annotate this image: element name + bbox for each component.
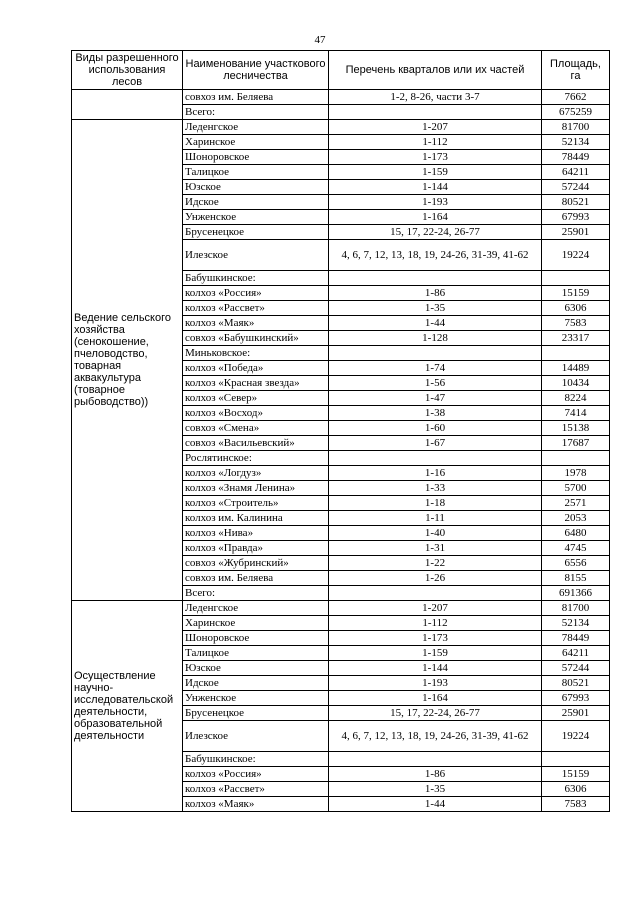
forestry-name-cell: колхоз им. Калинина xyxy=(183,511,329,526)
forestry-name-cell: Юзское xyxy=(183,661,329,676)
area-cell: 81700 xyxy=(542,120,610,135)
use-type-cell xyxy=(72,90,183,120)
area-cell xyxy=(542,271,610,286)
area-cell: 5700 xyxy=(542,481,610,496)
area-cell: 25901 xyxy=(542,225,610,240)
use-type-cell: Осуществление научно-исследовательской деятельности, образовательной деятельности xyxy=(72,601,183,812)
quarters-cell: 1-26 xyxy=(329,571,542,586)
quarters-cell: 1-159 xyxy=(329,646,542,661)
area-cell: 2571 xyxy=(542,496,610,511)
quarters-cell: 1-67 xyxy=(329,436,542,451)
area-cell: 15138 xyxy=(542,421,610,436)
forestry-name-cell: Харинское xyxy=(183,616,329,631)
area-cell: 10434 xyxy=(542,376,610,391)
header-area: Площадь, га xyxy=(542,51,610,90)
forestry-name-cell: Бабушкинское: xyxy=(183,752,329,767)
quarters-cell xyxy=(329,346,542,361)
forestry-name-cell: колхоз «Логдуз» xyxy=(183,466,329,481)
area-cell: 52134 xyxy=(542,616,610,631)
area-cell: 80521 xyxy=(542,195,610,210)
area-cell: 15159 xyxy=(542,286,610,301)
quarters-cell: 1-35 xyxy=(329,782,542,797)
area-cell xyxy=(542,451,610,466)
area-cell: 675259 xyxy=(542,105,610,120)
header-quarters: Перечень кварталов или их частей xyxy=(329,51,542,90)
area-cell: 78449 xyxy=(542,150,610,165)
area-cell: 4745 xyxy=(542,541,610,556)
forestry-name-cell: Идское xyxy=(183,195,329,210)
area-cell: 80521 xyxy=(542,676,610,691)
forestry-name-cell: совхоз им. Беляева xyxy=(183,90,329,105)
quarters-cell: 1-173 xyxy=(329,150,542,165)
table-row xyxy=(72,601,610,616)
forestry-name-cell: совхоз «Бабушкинский» xyxy=(183,331,329,346)
area-cell xyxy=(542,752,610,767)
forestry-name-cell: колхоз «Маяк» xyxy=(183,797,329,812)
header-forestry-name: Наименование участкового лесничества xyxy=(183,51,329,90)
header-row xyxy=(72,51,610,90)
quarters-cell: 1-144 xyxy=(329,180,542,195)
quarters-cell: 1-31 xyxy=(329,541,542,556)
forestry-name-cell: Брусенецкое xyxy=(183,706,329,721)
quarters-cell xyxy=(329,752,542,767)
forestry-name-cell: Юзское xyxy=(183,180,329,195)
quarters-cell: 4, 6, 7, 12, 13, 18, 19, 24-26, 31-39, 41-62 xyxy=(329,240,542,271)
area-cell: 691366 xyxy=(542,586,610,601)
area-cell: 6306 xyxy=(542,301,610,316)
forestry-name-cell: Илезское xyxy=(183,240,329,271)
forestry-name-cell: колхоз «Россия» xyxy=(183,286,329,301)
quarters-cell: 15, 17, 22-24, 26-77 xyxy=(329,225,542,240)
forestry-name-cell: Унженское xyxy=(183,691,329,706)
area-cell: 7583 xyxy=(542,316,610,331)
forestry-name-cell: колхоз «Север» xyxy=(183,391,329,406)
area-cell: 19224 xyxy=(542,721,610,752)
quarters-cell: 1-44 xyxy=(329,316,542,331)
quarters-cell: 1-33 xyxy=(329,481,542,496)
forestry-name-cell: Унженское xyxy=(183,210,329,225)
quarters-cell: 1-207 xyxy=(329,120,542,135)
use-type-cell: Ведение сельского хозяйства (сенокошение, пчеловодство, товарная аквакультура (товарное рыбоводство)) xyxy=(72,120,183,601)
forestry-name-cell: Брусенецкое xyxy=(183,225,329,240)
quarters-cell: 1-35 xyxy=(329,301,542,316)
area-cell: 7414 xyxy=(542,406,610,421)
forestry-name-cell: Бабушкинское: xyxy=(183,271,329,286)
forestry-name-cell: совхоз «Жубринский» xyxy=(183,556,329,571)
area-cell: 64211 xyxy=(542,646,610,661)
quarters-cell: 1-86 xyxy=(329,767,542,782)
quarters-cell: 1-22 xyxy=(329,556,542,571)
forestry-name-cell: Талицкое xyxy=(183,165,329,180)
forestry-name-cell: колхоз «Знамя Ленина» xyxy=(183,481,329,496)
quarters-cell: 1-193 xyxy=(329,676,542,691)
area-cell: 6480 xyxy=(542,526,610,541)
quarters-cell: 1-164 xyxy=(329,691,542,706)
area-cell: 52134 xyxy=(542,135,610,150)
quarters-cell: 1-40 xyxy=(329,526,542,541)
forestry-name-cell: колхоз «Красная звезда» xyxy=(183,376,329,391)
forestry-name-cell: колхоз «Россия» xyxy=(183,767,329,782)
area-cell: 8224 xyxy=(542,391,610,406)
quarters-cell: 1-128 xyxy=(329,331,542,346)
quarters-cell xyxy=(329,105,542,120)
area-cell: 17687 xyxy=(542,436,610,451)
area-cell: 67993 xyxy=(542,691,610,706)
area-cell: 7583 xyxy=(542,797,610,812)
quarters-cell xyxy=(329,586,542,601)
quarters-cell: 1-44 xyxy=(329,797,542,812)
quarters-cell: 1-112 xyxy=(329,616,542,631)
area-cell: 7662 xyxy=(542,90,610,105)
forestry-name-cell: колхоз «Строитель» xyxy=(183,496,329,511)
quarters-cell: 1-38 xyxy=(329,406,542,421)
forestry-name-cell: Идское xyxy=(183,676,329,691)
table-row xyxy=(72,120,610,135)
quarters-cell: 1-164 xyxy=(329,210,542,225)
area-cell: 81700 xyxy=(542,601,610,616)
forestry-name-cell: совхоз «Васильевский» xyxy=(183,436,329,451)
forestry-name-cell: Леденгское xyxy=(183,120,329,135)
forestry-name-cell: совхоз им. Беляева xyxy=(183,571,329,586)
quarters-cell: 1-207 xyxy=(329,601,542,616)
forestry-name-cell: колхоз «Рассвет» xyxy=(183,301,329,316)
area-cell: 64211 xyxy=(542,165,610,180)
quarters-cell: 1-144 xyxy=(329,661,542,676)
forest-use-table xyxy=(71,50,610,812)
area-cell: 23317 xyxy=(542,331,610,346)
page-number: 47 xyxy=(314,34,326,46)
area-cell: 57244 xyxy=(542,180,610,195)
quarters-cell: 1-18 xyxy=(329,496,542,511)
area-cell: 19224 xyxy=(542,240,610,271)
quarters-cell: 1-173 xyxy=(329,631,542,646)
forestry-name-cell: Миньковское: xyxy=(183,346,329,361)
quarters-cell: 1-193 xyxy=(329,195,542,210)
area-cell: 14489 xyxy=(542,361,610,376)
forestry-name-cell: Илезское xyxy=(183,721,329,752)
header-use-type: Виды разрешенного использования лесов xyxy=(72,51,183,90)
forestry-name-cell: Шоноровское xyxy=(183,150,329,165)
area-cell: 6556 xyxy=(542,556,610,571)
forestry-name-cell: колхоз «Восход» xyxy=(183,406,329,421)
quarters-cell: 1-74 xyxy=(329,361,542,376)
forestry-name-cell: колхоз «Правда» xyxy=(183,541,329,556)
quarters-cell: 1-60 xyxy=(329,421,542,436)
table-body xyxy=(72,90,610,812)
quarters-cell: 15, 17, 22-24, 26-77 xyxy=(329,706,542,721)
area-cell: 57244 xyxy=(542,661,610,676)
quarters-cell: 4, 6, 7, 12, 13, 18, 19, 24-26, 31-39, 41-62 xyxy=(329,721,542,752)
area-cell: 6306 xyxy=(542,782,610,797)
forestry-name-cell: Шоноровское xyxy=(183,631,329,646)
quarters-cell: 1-112 xyxy=(329,135,542,150)
area-cell: 8155 xyxy=(542,571,610,586)
forestry-name-cell: Леденгское xyxy=(183,601,329,616)
area-cell xyxy=(542,346,610,361)
forestry-name-cell: колхоз «Победа» xyxy=(183,361,329,376)
forestry-name-cell: колхоз «Маяк» xyxy=(183,316,329,331)
quarters-cell: 1-86 xyxy=(329,286,542,301)
table-row xyxy=(72,90,610,105)
quarters-cell xyxy=(329,271,542,286)
forestry-name-cell: Всего: xyxy=(183,105,329,120)
forestry-name-cell: совхоз «Смена» xyxy=(183,421,329,436)
area-cell: 1978 xyxy=(542,466,610,481)
forestry-name-cell: колхоз «Нива» xyxy=(183,526,329,541)
area-cell: 25901 xyxy=(542,706,610,721)
area-cell: 2053 xyxy=(542,511,610,526)
forestry-name-cell: Харинское xyxy=(183,135,329,150)
quarters-cell: 1-56 xyxy=(329,376,542,391)
quarters-cell: 1-47 xyxy=(329,391,542,406)
forestry-name-cell: Талицкое xyxy=(183,646,329,661)
quarters-cell: 1-16 xyxy=(329,466,542,481)
quarters-cell: 1-11 xyxy=(329,511,542,526)
quarters-cell: 1-2, 8-26, части 3-7 xyxy=(329,90,542,105)
area-cell: 15159 xyxy=(542,767,610,782)
area-cell: 67993 xyxy=(542,210,610,225)
quarters-cell: 1-159 xyxy=(329,165,542,180)
forestry-name-cell: Рослятинское: xyxy=(183,451,329,466)
forestry-name-cell: колхоз «Рассвет» xyxy=(183,782,329,797)
area-cell: 78449 xyxy=(542,631,610,646)
quarters-cell xyxy=(329,451,542,466)
forestry-name-cell: Всего: xyxy=(183,586,329,601)
